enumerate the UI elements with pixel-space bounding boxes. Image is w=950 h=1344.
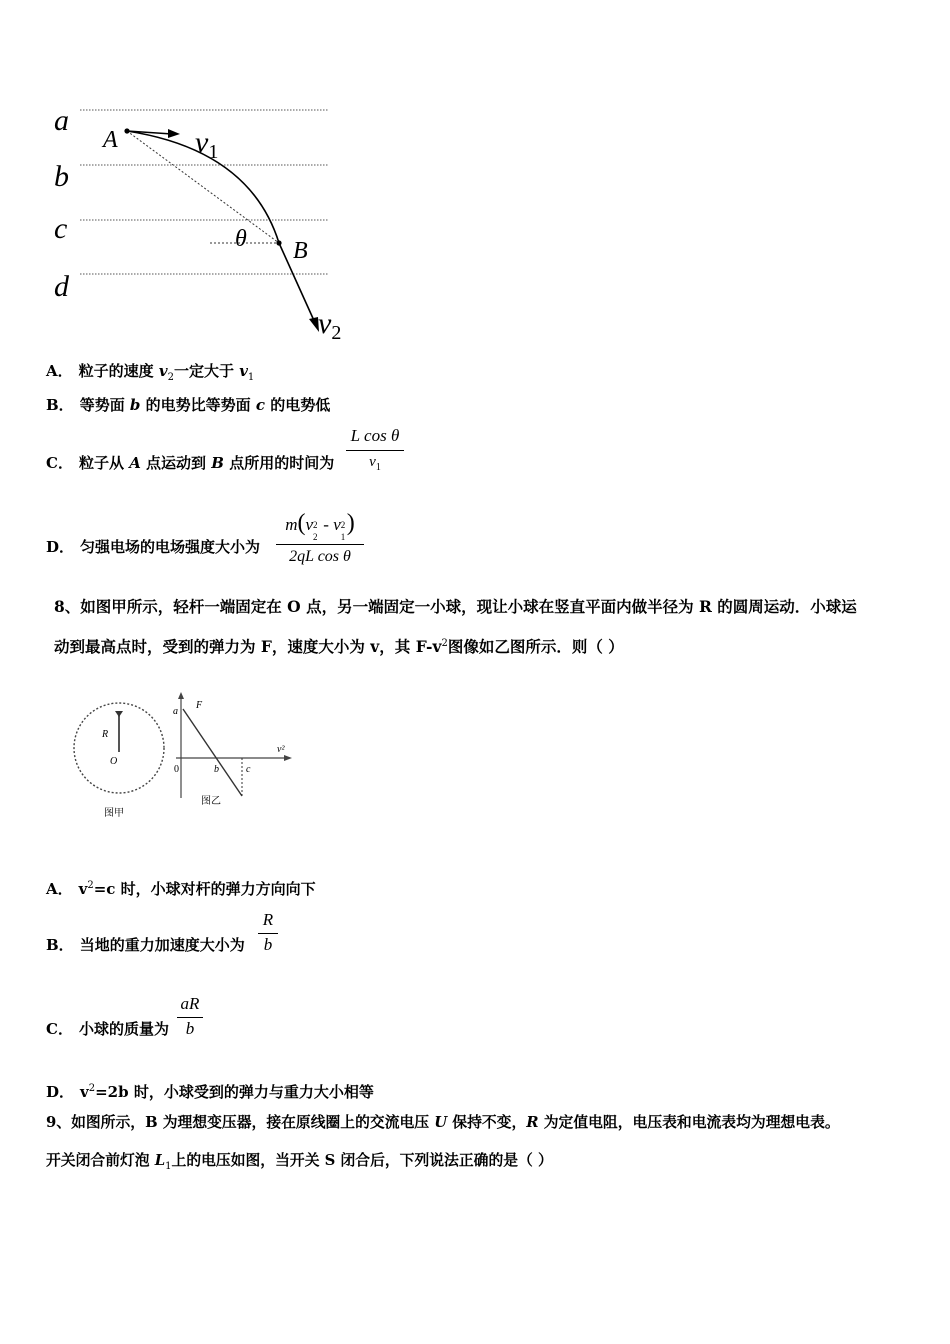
q8-c-fraction [177,994,203,1042]
q9-stem-line-2: 开关闭合前灯泡 $L_1$上的电压如图，当开关 S 闭合后，下列说法正确的是（ ） [46,1152,553,1172]
v1-label: $v_1$ [195,126,219,163]
angle-label: θ [235,226,247,252]
label-r: R [102,729,109,740]
q8-b-fraction [258,910,278,958]
q7-option-c[interactable]: C． 粒子从 A 点运动到 B 点所用的时间为 [46,454,335,472]
graph-line [183,709,242,796]
graph-label-f: F [196,700,203,711]
point-b-label: B [293,238,308,264]
q7-d-fraction [276,510,364,572]
q7-option-b[interactable]: B． 等势面 b 的电势比等势面 c 的电势低 [46,396,331,414]
graph-label-c: c [246,764,251,775]
q7-c-denominator: $v_1$ [369,454,381,473]
q8-b-numerator: R [262,910,274,929]
v1-arrowhead [168,129,180,138]
graph-label-v2: v² [277,744,285,755]
q7-d-numerator: m(v 2 2 - v 2 1 ) [285,510,355,542]
q8-stem-line-2: 动到最高点时，受到的弹力为 F，速度大小为 v，其 $F-v^2$图像如乙图所示．则（ ） [54,637,624,657]
q7-option-a[interactable]: A． 粒子的速度 $v_2$一定大于 $v_1$ [46,362,255,383]
q7-d-denominator: 2qL cos θ [289,548,351,565]
point-a-label: A [103,127,118,153]
line-label-b: b [54,160,69,193]
figure-trajectory [50,100,360,350]
v2-label: $v_2$ [318,307,342,344]
q8-c-denominator: b [185,1019,195,1038]
q8-option-b[interactable]: B． 当地的重力加速度大小为 [46,936,245,954]
point-a-dot [124,128,129,133]
q8-stem-line-1: 8、如图甲所示，轻杆一端固定在 O 点，另一端固定一小球，现让小球在竖直平面内做半径为 R 的圆周运动．小球运 [54,597,857,616]
graph-label-a: a [173,706,178,717]
graph-label-zero: 0 [174,764,179,775]
graph-label-b: b [214,764,219,775]
line-label-c: c [54,212,68,245]
caption-left: 图甲 [104,808,124,819]
q8-option-c[interactable]: C． 小球的质量为 [46,1020,169,1038]
q8-c-numerator: aR [180,994,200,1013]
q9-stem-line-1: 9、如图所示，B 为理想变压器，接在原线圈上的交流电压 U 保持不变，R 为定值电阻，电压表和电流表均为理想电表。 [46,1114,840,1131]
caption-right: 图乙 [201,796,221,807]
q8-option-a[interactable]: A． $v^2=c$ 时，小球对杆的弹力方向向下 [46,880,316,898]
q7-option-d[interactable]: D． 匀强电场的电场强度大小为 [46,538,261,556]
label-o: O [110,756,118,767]
figure-circle-and-graph [72,690,302,820]
q7-c-numerator: L cos θ [350,426,400,445]
point-b-dot [276,240,281,245]
line-label-a: a [54,104,69,137]
graph-x-arrow [284,755,292,761]
line-label-d: d [54,270,69,303]
graph-y-arrow [178,692,184,699]
q7-c-fraction [346,426,404,478]
ball [115,711,123,717]
q8-b-denominator: b [263,935,273,954]
q8-option-d[interactable]: D． $v^2=2b$ 时，小球受到的弹力与重力大小相等 [46,1083,374,1101]
